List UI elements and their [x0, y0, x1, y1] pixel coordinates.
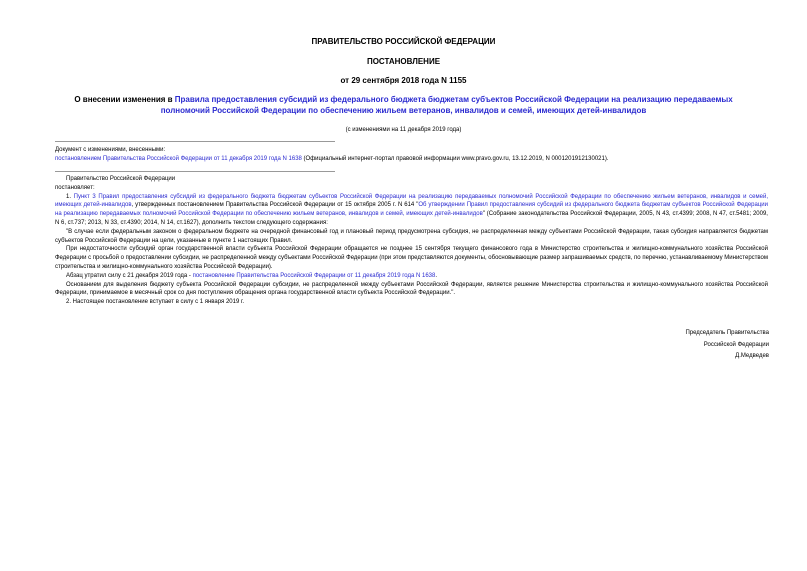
amendments-entry — [55, 155, 775, 164]
government-heading: ПРАВИТЕЛЬСТВО РОССИЙСКОЙ ФЕДЕРАЦИИ — [311, 37, 496, 46]
signatory-organization: Российской Федерации — [703, 341, 769, 348]
decree-type-heading: ПОСТАНОВЛЕНИЕ — [366, 57, 441, 66]
amendment-source: (Официальный интернет-портал правовой информации www.pravo.gov.ru, 13.12.2019, N 0001201912130021). — [301, 156, 609, 162]
divider — [55, 171, 335, 172]
document-title — [55, 94, 752, 116]
decree-date-number: от 29 сентября 2018 года N 1155 — [340, 76, 467, 85]
amendments-heading: Документ с изменениями, внесенными: — [55, 147, 166, 153]
body-paragraph: При недостаточности субсидий орган государственной власти субъекта Российской Федерации обращается не позднее 15 сентября текущего финансового года в Министерство строительства и жилищно-коммунального хозяйства Российской Федерации с просьбой о предоставлении субсидии, не распределенной между субъектами Российской Федерации (при этом представляются документы, обосновывающие размер запрашиваемых средств, по перечню, устанавливаемому Министерством строительства и жилищно-коммунального хозяйства Российской Федерации). — [55, 246, 768, 270]
signatory-name: Д.Медведев — [735, 353, 769, 359]
paragraph-text: Абзац утратил силу с 21 декабря 2019 года - — [66, 272, 193, 279]
amendment-decree-link[interactable]: постановлением Правительства Российской Федерации от 11 декабря 2019 года N 1638 — [55, 156, 302, 162]
paragraph-text: " (Собрание законодательства Российской Федерации, 2005, N 43, ст.4399; 2008, N 47, ст.5481; 2009, N 6, ст.737; 2013, N 33, ст.4390; 2014, N 14, ст.1627), дополнить текстом следующего содержания: — [55, 211, 768, 226]
rules-point-link[interactable]: Пункт 3 Правил предоставления субсидий из федерального бюджета бюджетам субъектов Российской Федерации на реализацию передаваемых полномочий Российской Федерации по обеспечению жильем ветеранов, инвалидов и семей, имеющих детей-инвалидов — [55, 193, 768, 209]
paragraph-text: , утвержденных постановлением Правительства Российской Федерации от 15 октября 2005 г. N 614 " — [131, 202, 419, 209]
signatory-position: Председатель Правительства — [685, 330, 769, 336]
divider — [55, 141, 335, 142]
body-paragraph: "В случае если федеральным законом о федеральном бюджете на очередной финансовый год и плановый период предусмотрена субсидия, не распределенная между субъектами Российской Федерации, такая субсидия направляется бюджетам субъектов Российской Федерации на цели, указанные в пункте 1 настоящих Правил. — [55, 228, 768, 244]
document-body — [55, 175, 768, 307]
body-paragraph — [55, 272, 768, 281]
changes-note: (с изменениями на 11 декабря 2019 года) — [345, 127, 462, 133]
body-paragraph: постановляет: — [55, 184, 95, 191]
signature-block — [560, 328, 769, 363]
title-rules-link[interactable]: Правила предоставления субсидий из федерального бюджета бюджетам субъектов Российской Федерации на реализацию передаваемых полномочий Российской Федерации по обеспечению жильем ветеранов, инвалидов и семей, имеющих детей-инвалидов — [160, 95, 733, 115]
paragraph-text: . — [435, 272, 438, 279]
repeal-decree-link[interactable]: постановление Правительства Российской Федерации от 11 декабря 2019 года N 1638 — [192, 272, 436, 279]
body-paragraph — [55, 193, 768, 228]
paragraph-number: 1. — [66, 193, 74, 200]
amendments-block — [55, 146, 775, 164]
title-prefix: О внесении изменения в — [74, 95, 175, 104]
rules-approval-link[interactable]: Об утверждении Правил предоставления субсидий из федерального бюджета бюджетам субъектов Российской Федерации на реализацию передаваемых полномочий Российской Федерации по обеспечению жильем ветеранов, инвалидов и семей, имеющих детей-инвалидов — [55, 202, 768, 218]
body-paragraph: Правительство Российской Федерации — [66, 176, 176, 182]
body-paragraph: 2. Настоящее постановление вступает в силу с 1 января 2019 г. — [66, 299, 245, 306]
body-paragraph: Основанием для выделения бюджету субъекта Российской Федерации субсидии, не распределенной между субъектами Российской Федерации, является решение Министерства строительства и жилищно-коммунального хозяйства Российской Федерации, принимаемое в месячный срок со дня поступления обращения органа государственной власти субъекта Российской Федерации.". — [55, 281, 768, 297]
